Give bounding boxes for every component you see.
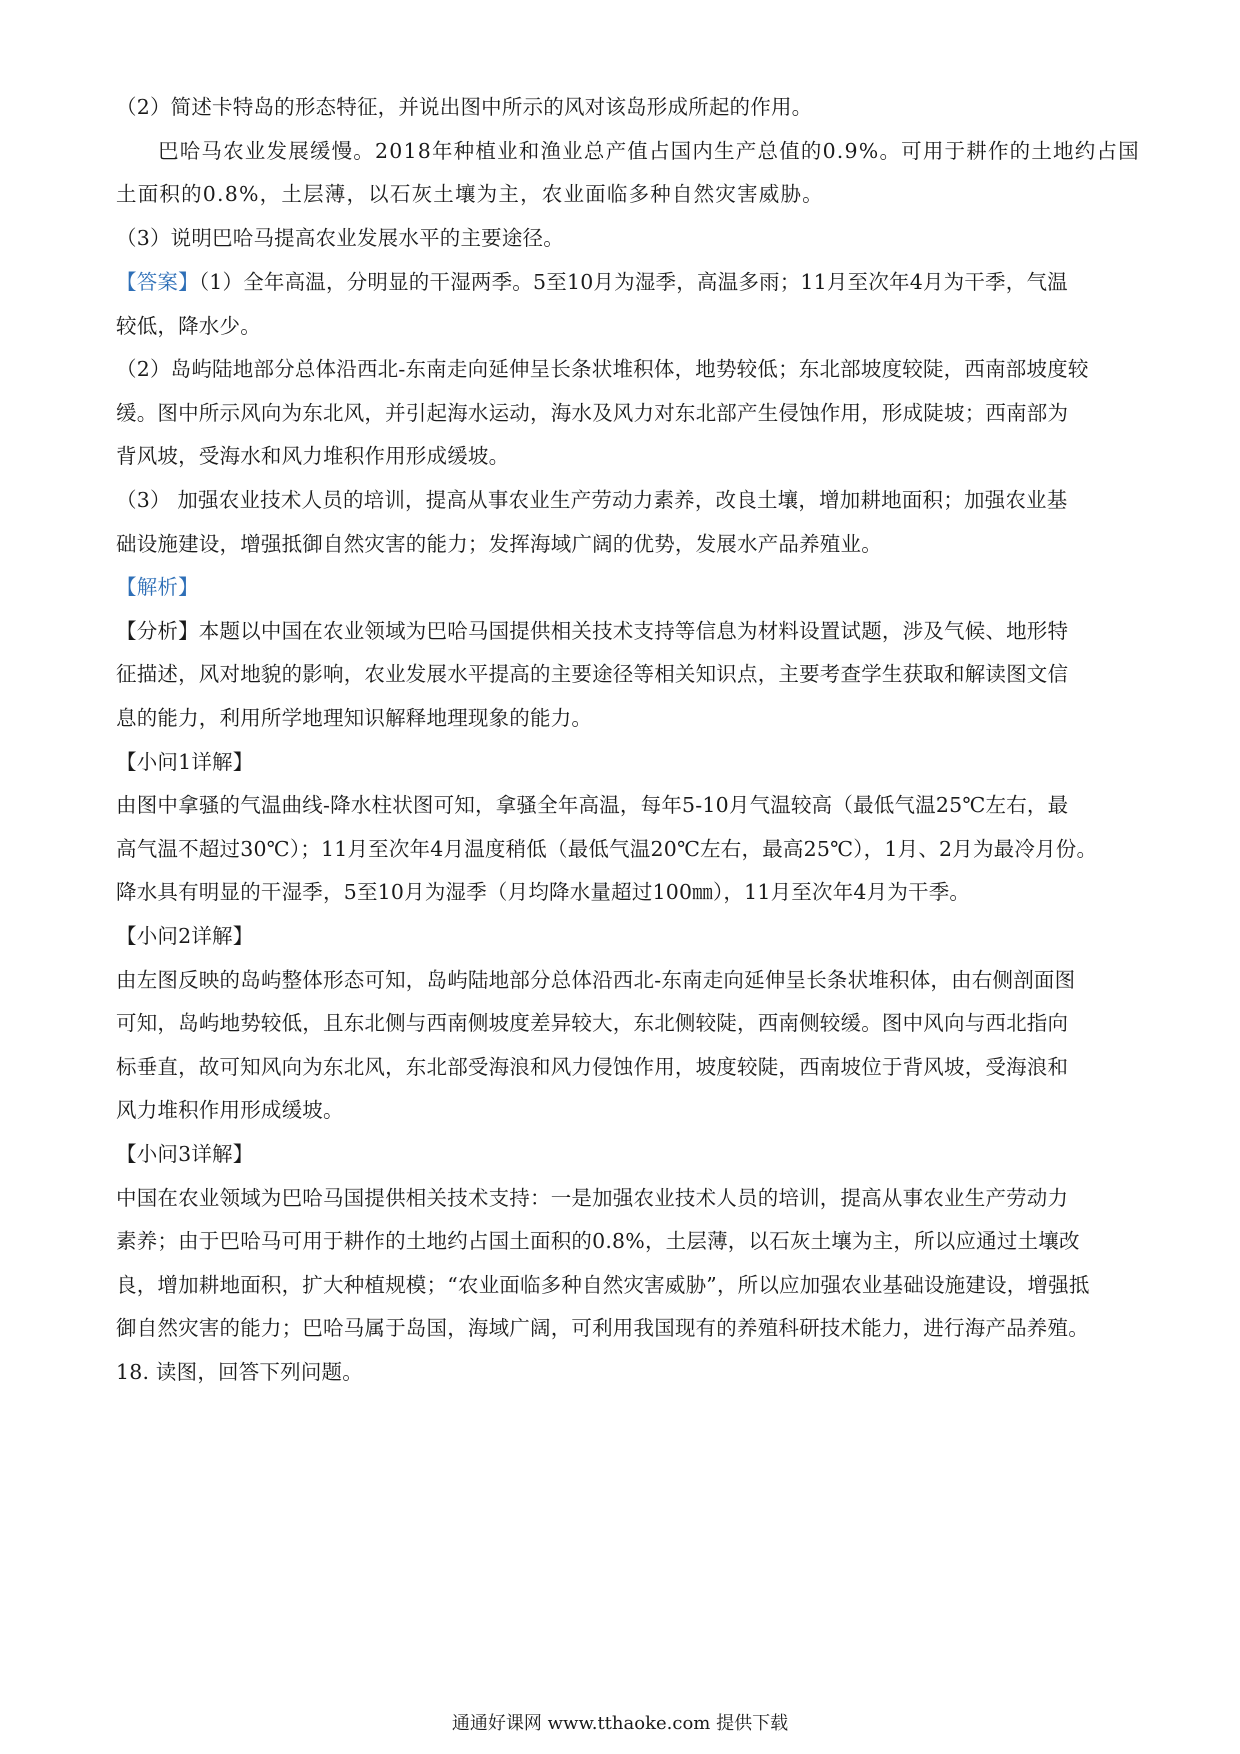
subquestion-2-line-2: 可知，岛屿地势较低，且东北侧与西南侧坡度差异较大，东北侧较陡，西南侧较缓。图中风向与西北指向	[116, 1011, 1069, 1035]
material-paragraph-line-2: 土面积的0.8%，土层薄，以石灰土壤为主，农业面临多种自然灾害威胁。	[116, 182, 824, 206]
subquestion-1-line-3: 降水具有明显的干湿季，5至10月为湿季（月均降水量超过100㎜），11月至次年4月为干季。	[116, 880, 971, 904]
subquestion-3-line-3: 良，增加耕地面积，扩大种植规模；“农业面临多种自然灾害威胁”，所以应加强农业基础设施建设，增强抵	[116, 1273, 1090, 1297]
answer-2-line-3: 背风坡，受海水和风力堆积作用形成缓坡。	[116, 444, 510, 468]
subquestion-1-line-2: 高气温不超过30℃）；11月至次年4月温度稍低（最低气温20℃左右，最高25℃），1月、2月为最冷月份。	[116, 837, 1098, 861]
analysis-tag: 【解析】	[116, 575, 199, 599]
analysis-line-2: 征描述，风对地貌的影响，农业发展水平提高的主要途径等相关知识点，主要考查学生获取和解读图文信	[116, 662, 1069, 686]
subquestion-2-line-3: 标垂直，故可知风向为东北风，东北部受海浪和风力侵蚀作用，坡度较陡，西南坡位于背风坡，受海浪和	[116, 1055, 1069, 1079]
subquestion-2-line-1: 由左图反映的岛屿整体形态可知，岛屿陆地部分总体沿西北-东南走向延伸呈长条状堆积体，由右侧剖面图	[116, 968, 1076, 992]
subquestion-3-heading: 【小问3详解】	[116, 1142, 254, 1166]
subquestion-2-heading: 【小问2详解】	[116, 924, 254, 948]
answer-2-line-2: 缓。图中所示风向为东北风，并引起海水运动，海水及风力对东北部产生侵蚀作用，形成陡坡；西南部为	[116, 401, 1069, 425]
subquestion-1-line-1: 由图中拿骚的气温曲线-降水柱状图可知，拿骚全年高温，每年5-10月气温较高（最低气温25℃左右，最	[116, 793, 1069, 817]
analysis-line-3: 息的能力，利用所学地理知识解释地理现象的能力。	[116, 706, 593, 730]
subquestion-1-heading: 【小问1详解】	[116, 750, 254, 774]
answer-2-line-1: （2）岛屿陆地部分总体沿西北-东南走向延伸呈长条状堆积体，地势较低；东北部坡度较陡，西南部坡度较	[116, 357, 1089, 381]
subquestion-3-line-1: 中国在农业领域为巴哈马国提供相关技术支持：一是加强农业技术人员的培训，提高从事农业生产劳动力	[116, 1186, 1069, 1210]
answer-3-line-2: 础设施建设，增强抵御自然灾害的能力；发挥海域广阔的优势，发展水产品养殖业。	[116, 532, 882, 556]
subquestion-2-line-4: 风力堆积作用形成缓坡。	[116, 1098, 344, 1122]
answer-line-1	[116, 268, 1130, 296]
answer-tag: 【答案】	[116, 270, 199, 294]
question-3: （3）说明巴哈马提高农业发展水平的主要途径。	[116, 226, 564, 250]
answer-text: （1）全年高温，分明显的干湿两季。5至10月为湿季，高温多雨；11月至次年4月为干季，气温	[198, 270, 1068, 294]
material-paragraph-line-1: 巴哈马农业发展缓慢。2018年种植业和渔业总产值占国内生产总值的0.9%。可用于耕作的土地约占国	[158, 139, 1140, 163]
answer-3-line-1: （3） 加强农业技术人员的培训，提高从事农业生产劳动力素养，改良土壤，增加耕地面积；加强农业基	[116, 488, 1068, 512]
question-2: （2）简述卡特岛的形态特征，并说出图中所示的风对该岛形成所起的作用。	[116, 95, 813, 119]
answer-line-2: 较低，降水少。	[116, 314, 261, 338]
footer-watermark: 通通好课网 www.tthaoke.com 提供下载	[451, 1713, 789, 1734]
subquestion-3-line-2: 素养；由于巴哈马可用于耕作的土地约占国土面积的0.8%，土层薄，以石灰土壤为主，所以应通过土壤改	[116, 1229, 1080, 1253]
subquestion-3-line-4: 御自然灾害的能力；巴哈马属于岛国，海域广阔，可利用我国现有的养殖科研技术能力，进行海产品养殖。	[116, 1316, 1089, 1340]
analysis-line-1: 【分析】本题以中国在农业领域为巴哈马国提供相关技术支持等信息为材料设置试题，涉及气候、地形特	[116, 619, 1069, 643]
question-18-prompt: 18. 读图，回答下列问题。	[116, 1360, 363, 1384]
